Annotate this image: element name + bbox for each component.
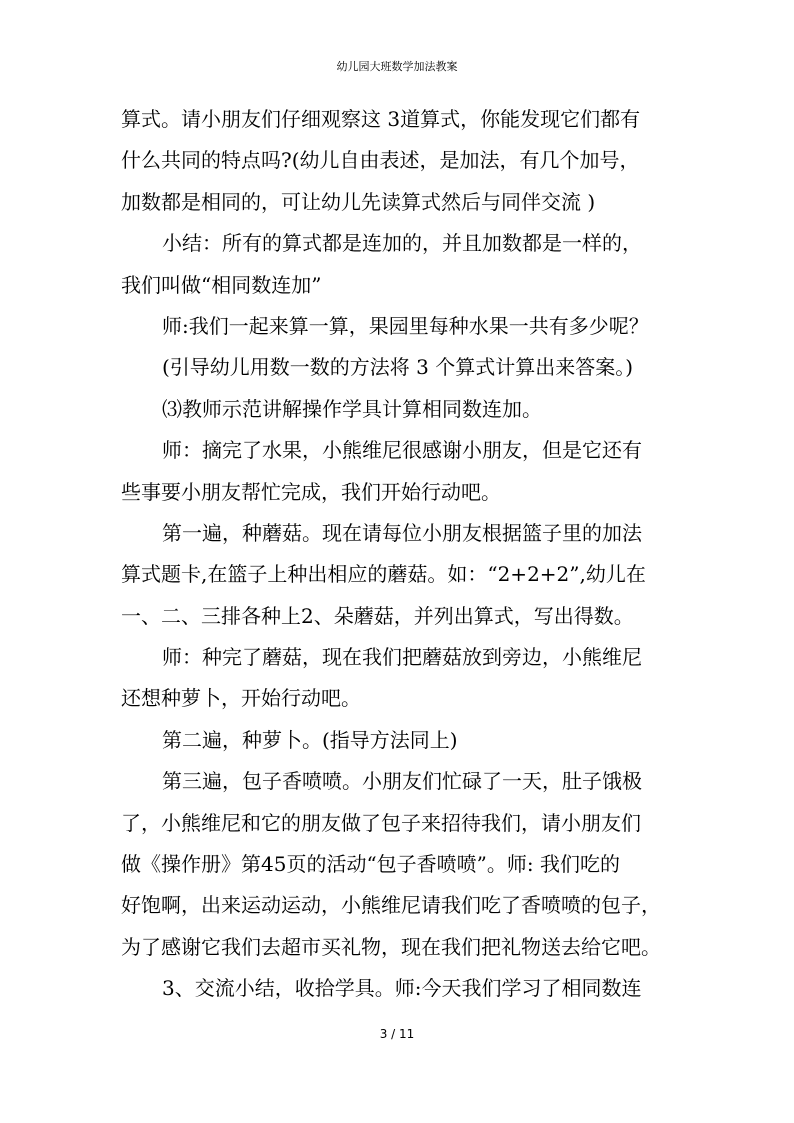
text-line: 加数都是相同的，可让幼儿先读算式然后与同伴交流 ) <box>121 189 596 214</box>
text-line: 一、二、三排各种上2、朵蘑菇，并列出算式，写出得数。 <box>121 603 634 628</box>
page-header: 幼儿园大班数学加法教案 <box>336 60 458 73</box>
text-line: 什么共同的特点吗?(幼儿自由表述，是加法，有几个加号， <box>121 148 640 173</box>
text-line: 为了感谢它我们去超市买礼物，现在我们把礼物送去给它吧。 <box>121 934 661 959</box>
text-line: 了，小熊维尼和它的朋友做了包子来招待我们，请小朋友们 <box>121 810 641 835</box>
text-line: 还想种萝卜，开始行动吧。 <box>121 686 361 711</box>
text-line: 做《操作册》第45页的活动“包子香喷喷”。师: 我们吃的 <box>121 852 620 877</box>
text-line: 些事要小朋友帮忙完成，我们开始行动吧。 <box>121 479 501 504</box>
text-line: 师：摘完了水果，小熊维尼很感谢小朋友，但是它还有 <box>162 438 642 463</box>
page-number: 3 / 11 <box>379 1027 415 1041</box>
document-body <box>121 99 681 1010</box>
text-line: ⑶教师示范讲解操作学具计算相同数连加。 <box>162 396 542 421</box>
text-line: (引导幼儿用数一数的方法将 3 个算式计算出来答案。) <box>162 355 634 380</box>
text-line: 师：种完了蘑菇，现在我们把蘑菇放到旁边，小熊维尼 <box>162 645 642 670</box>
text-line: 我们叫做“相同数连加” <box>121 272 322 297</box>
text-line: 小结：所有的算式都是连加的，并且加数都是一样的， <box>162 231 642 256</box>
text-line: 算式。请小朋友们仔细观察这 3道算式，你能发现它们都有 <box>121 107 641 131</box>
text-line: 师:我们一起来算一算，果园里每种水果一共有多少呢？ <box>162 313 649 338</box>
text-line: 第二遍，种萝卜。(指导方法同上) <box>162 727 458 752</box>
text-line: 算式题卡,在篮子上种出相应的蘑菇。如：“2+2+2”,幼儿在 <box>121 562 646 587</box>
text-line: 第一遍，种蘑菇。现在请每位小朋友根据篮子里的加法 <box>162 520 642 545</box>
text-line: 第三遍，包子香喷喷。小朋友们忙碌了一天，肚子饿极 <box>162 769 642 794</box>
text-line: 3、交流小结，收拾学具。师:今天我们学习了相同数连 <box>162 976 642 1001</box>
text-line: 好饱啊，出来运动运动，小熊维尼请我们吃了香喷喷的包子， <box>121 893 661 918</box>
